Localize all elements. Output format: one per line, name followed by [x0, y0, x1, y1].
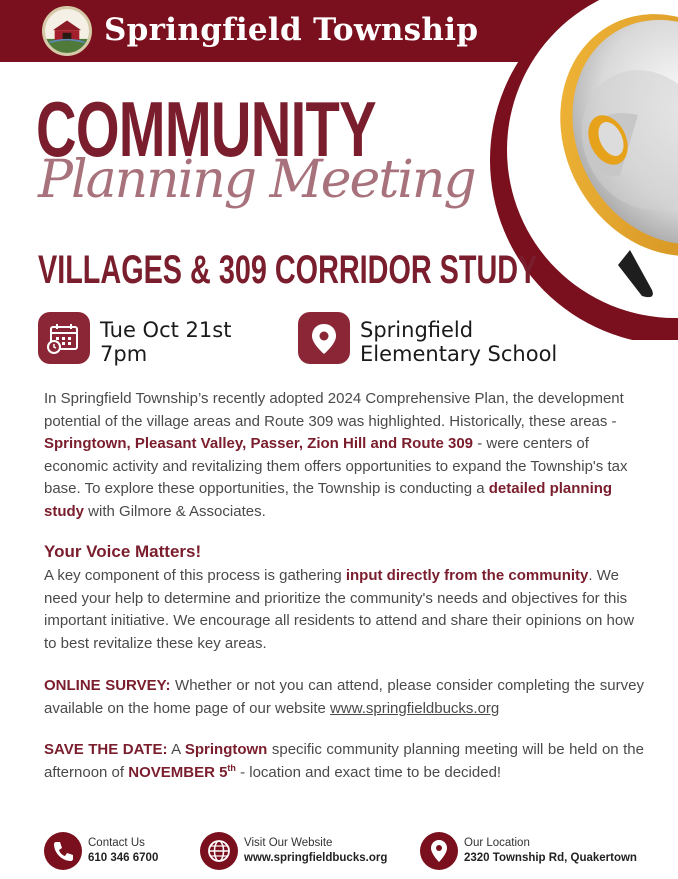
- calendar-clock-icon: [38, 312, 90, 364]
- intro-study: detailed planning study: [44, 480, 613, 520]
- save-date-suffix: th: [227, 762, 236, 773]
- meeting-location-name: Springfield: [360, 318, 474, 342]
- title-planning-meeting: Planning Meeting: [38, 150, 475, 210]
- survey-text: Whether or not you can attend, please consider completing the survey available on the home page of our website: [44, 677, 644, 717]
- meeting-date: Tue Oct 21st: [100, 318, 232, 342]
- header-title: Springfield Township: [104, 12, 479, 48]
- intro-villages: Springtown, Pleasant Valley, Passer, Zion Hill and Route 309: [44, 435, 474, 452]
- globe-icon: [200, 832, 238, 870]
- survey-paragraph: [44, 675, 644, 720]
- contact-phone[interactable]: 610 346 6700: [88, 852, 159, 864]
- title-corridor-study: VILLAGES & 309 CORRIDOR STUDY: [38, 248, 538, 292]
- voice-paragraph: [44, 565, 644, 655]
- save-date-text-3: - location and exact time to be decided!: [235, 763, 502, 781]
- save-date-date: NOVEMBER 5: [128, 763, 228, 781]
- location-label: Our Location: [464, 837, 530, 849]
- location-address: 2320 Township Rd, Quakertown: [464, 852, 637, 864]
- survey-label: ONLINE SURVEY:: [44, 677, 171, 694]
- save-date-text-1: A: [167, 741, 185, 758]
- phone-icon: [44, 832, 82, 870]
- save-date-text-2: specific community planning meeting will be held on the afternoon of: [44, 741, 644, 781]
- location-pin-icon: [420, 832, 458, 870]
- website-link[interactable]: www.springfieldbucks.org: [244, 852, 388, 864]
- meeting-location-building: Elementary School: [360, 342, 558, 366]
- map-pin-icon: [298, 312, 350, 364]
- save-date-paragraph: [44, 739, 644, 784]
- voice-heading: Your Voice Matters!: [44, 542, 202, 561]
- voice-text-1: A key component of this process is gathering: [44, 567, 346, 584]
- meeting-time: 7pm: [100, 342, 148, 366]
- save-date-place: Springtown: [184, 741, 268, 758]
- intro-text-2: - were centers of economic activity and revitalizing them offers opportunities to expand the Township's tax base. To explore these opportunities, the Township is conducting a: [44, 435, 628, 497]
- intro-paragraph: [44, 388, 644, 523]
- voice-text-2: . We need your help to determine and prioritize the community's needs and objectives for this important initiative. We encourage all residents to attend and share their opinions on how to best revitalize these key areas.: [44, 567, 635, 652]
- voice-input: input directly from the community: [345, 567, 589, 584]
- website-label: Visit Our Website: [244, 837, 333, 849]
- survey-website-link[interactable]: www.springfieldbucks.org: [330, 699, 500, 717]
- contact-label: Contact Us: [88, 837, 145, 849]
- intro-text-1: In Springfield Township’s recently adopted 2024 Comprehensive Plan, the development potential of the village areas and Route 309 was highlighted. Historically, these areas -: [44, 390, 624, 430]
- title-community: COMMUNITY: [36, 85, 376, 173]
- save-date-label: SAVE THE DATE:: [44, 741, 168, 758]
- covered-bridge-logo: [42, 6, 92, 56]
- intro-text-3: with Gilmore & Associates.: [84, 502, 266, 520]
